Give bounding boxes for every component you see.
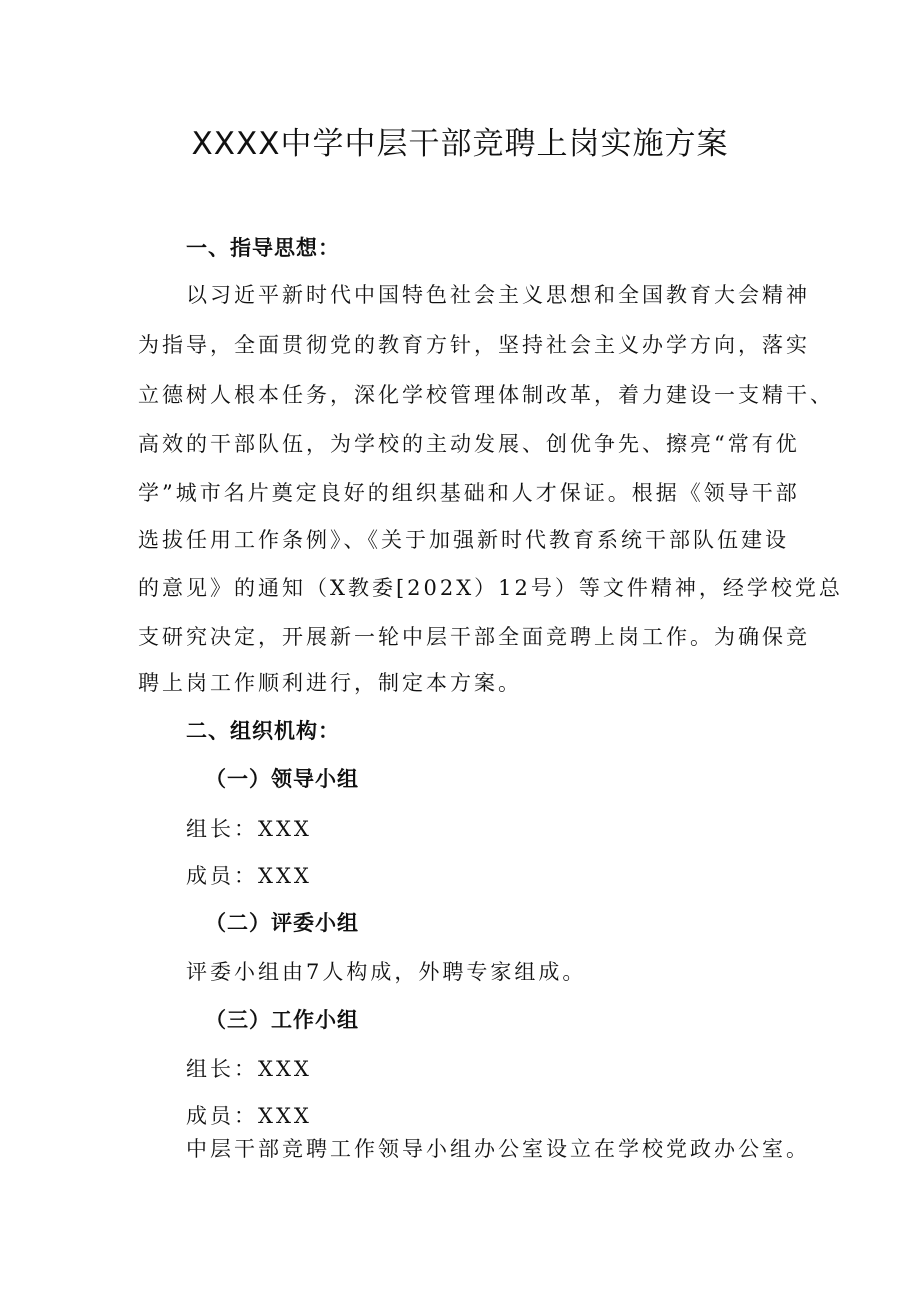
paragraph-line: 高效的干部队伍，为学校的主动发展、创优争先、擦亮“常有优	[138, 432, 800, 456]
subheading-judging-group: （二）评委小组	[205, 911, 359, 935]
leading-group-members: 成员：XXX	[186, 864, 312, 888]
section-heading-guiding-thought: 一、指导思想：	[186, 236, 340, 260]
paragraph-line: 支研究决定，开展新一轮中层干部全面竞聘上岗工作。为确保竞	[138, 625, 810, 649]
paragraph-line: 聘上岗工作顺利进行，制定本方案。	[138, 671, 522, 695]
leading-group-leader: 组长：XXX	[186, 817, 312, 841]
office-note: 中层干部竞聘工作领导小组办公室设立在学校党政办公室。	[186, 1137, 810, 1161]
working-group-members: 成员：XXX	[186, 1104, 312, 1128]
section-heading-organization: 二、组织机构：	[186, 719, 340, 743]
subheading-leading-group: （一）领导小组	[205, 767, 359, 791]
subheading-working-group: （三）工作小组	[205, 1008, 359, 1032]
paragraph-line: 以习近平新时代中国特色社会主义思想和全国教育大会精神	[186, 283, 810, 307]
working-group-leader: 组长：XXX	[186, 1057, 312, 1081]
paragraph-line: 选拔任用工作条例》、《关于加强新时代教育系统干部队伍建设	[138, 528, 789, 552]
document-title: XXXX中学中层干部竞聘上岗实施方案	[191, 126, 729, 162]
paragraph-line: 为指导，全面贯彻党的教育方针，坚持社会主义办学方向，落实	[138, 333, 810, 357]
paragraph-line: 学”城市名片奠定良好的组织基础和人才保证。根据《领导干部	[138, 481, 800, 505]
paragraph-line: 的意见》的通知（X教委[202X）12号）等文件精神，经学校党总	[138, 576, 843, 600]
judging-group-text: 评委小组由7人构成，外聘专家组成。	[186, 960, 587, 984]
paragraph-line: 立德树人根本任务，深化学校管理体制改革，着力建设一支精干、	[138, 383, 834, 407]
